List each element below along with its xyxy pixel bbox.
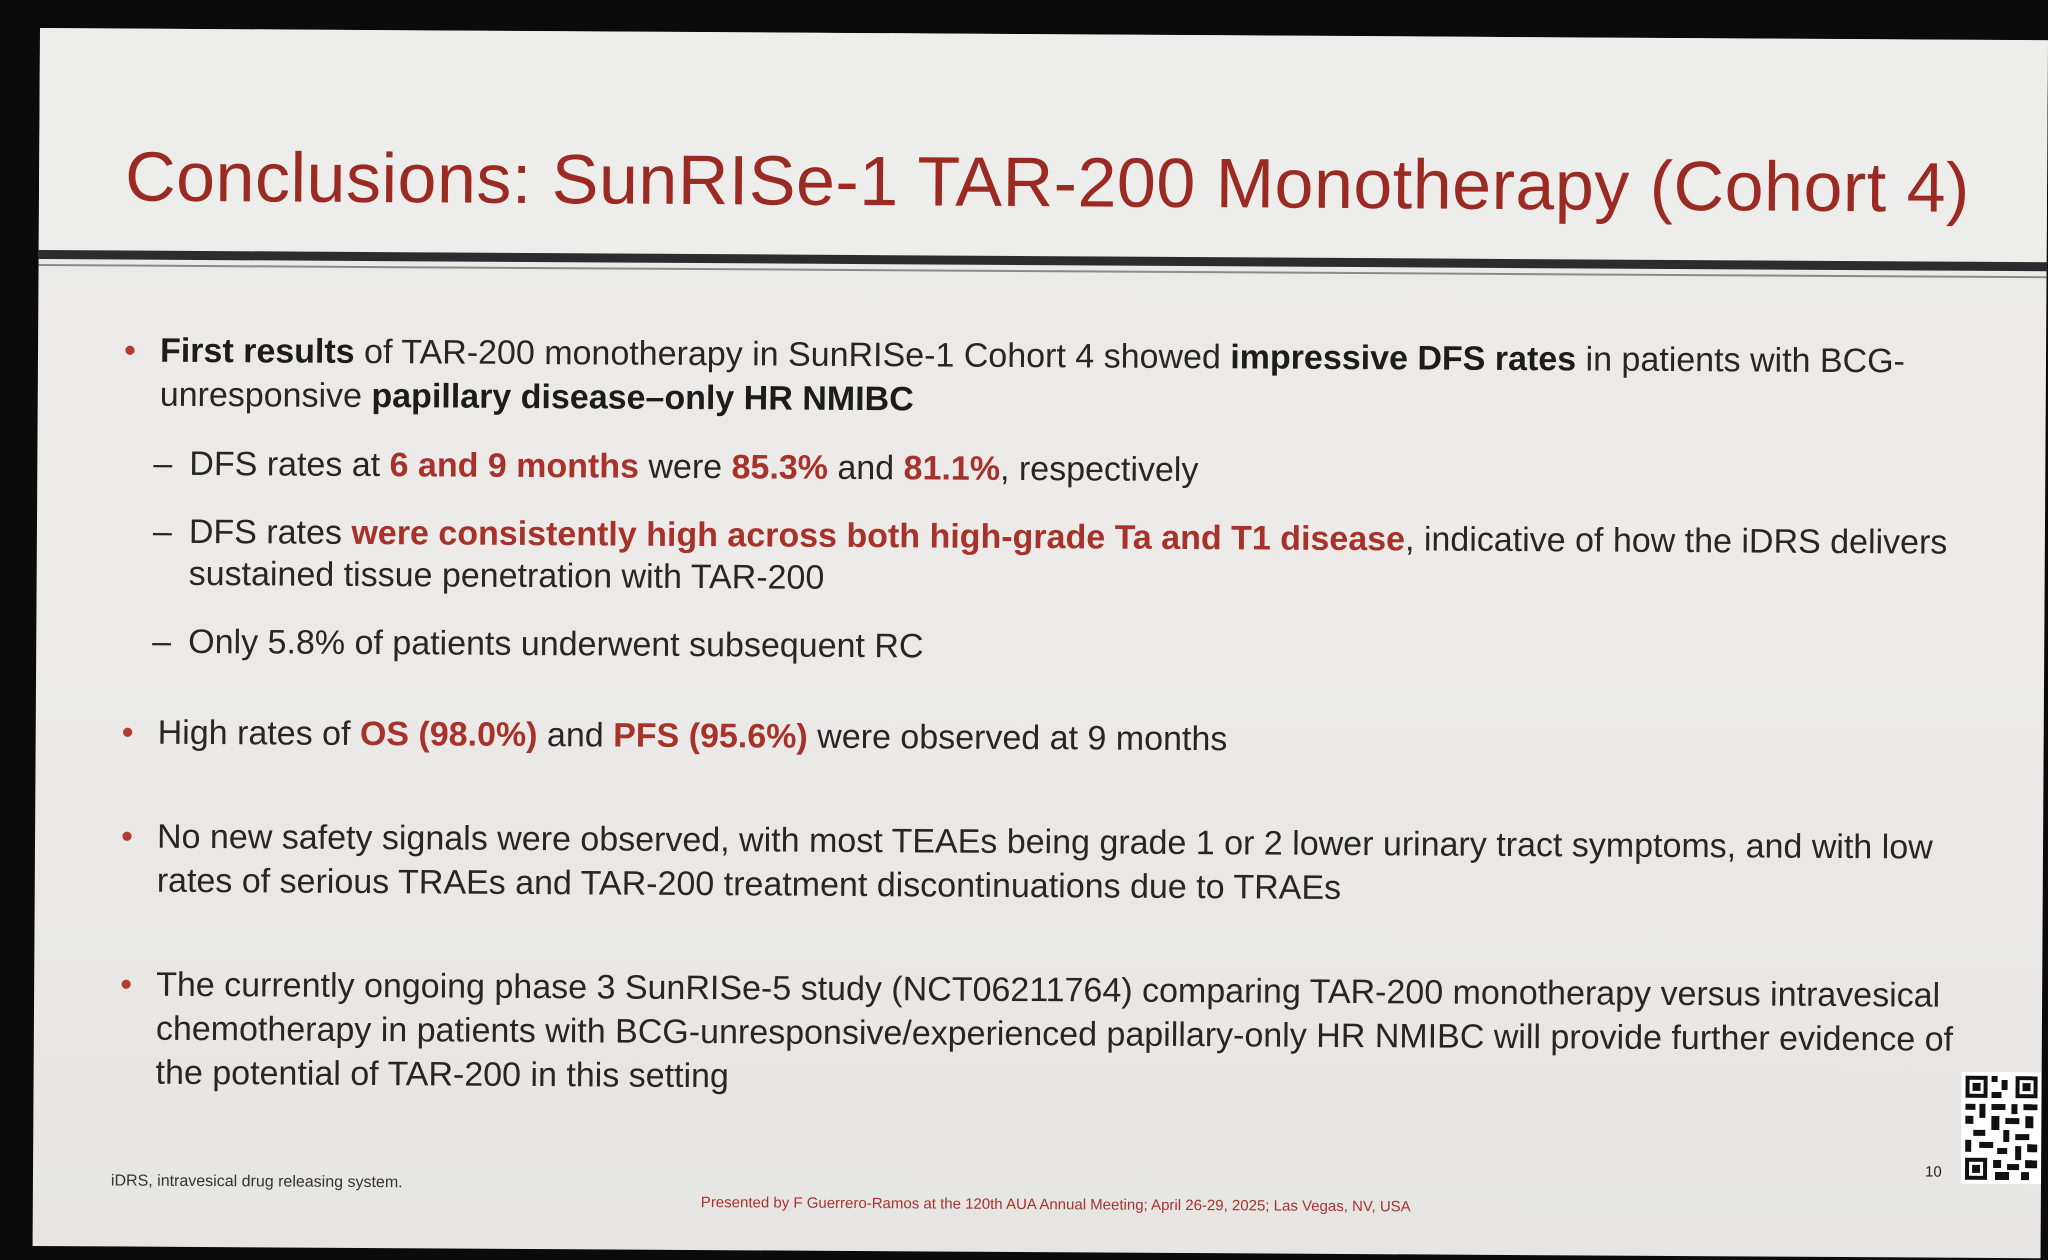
- bullet-text: High rates of: [157, 713, 361, 753]
- bullet-icon: •: [123, 331, 137, 370]
- footnote: iDRS, intravesical drug releasing system.: [110, 1172, 403, 1192]
- page-number: 10: [1924, 1163, 1942, 1181]
- subbullet-rc: [122, 621, 1992, 674]
- bullet-text: DFS rates: [188, 512, 352, 552]
- bullet-text: Only 5.8% of patients underwent subsequent RC: [188, 622, 924, 666]
- presented-by: Presented by F Guerrero-Ramos at the 120th AUA Annual Meeting; April 26-29, 2025; Las Vegas, NV, USA: [700, 1194, 1411, 1216]
- bullet-text: of TAR-200 monotherapy in SunRISe-1 Cohort 4 showed: [354, 332, 1231, 377]
- bullet-text-highlight: 81.1%: [903, 449, 1001, 488]
- bullet-text: , indicative of how the iDRS delivers sustained tissue penetration with TAR-200: [188, 520, 1948, 597]
- dash-icon: –: [153, 444, 173, 483]
- title-band: [39, 28, 2048, 262]
- bullet-text: The currently ongoing phase 3 SunRISe-5 study (NCT06211764) comparing TAR-200 monotherapy versus intravesical chemotherapy in patients with BCG-unresponsive/experienced papillary-only HR NMIBC will provide further evidence of the potential of TAR-200 in this setting: [155, 965, 1954, 1096]
- bullet-text-bold: impressive DFS rates: [1230, 338, 1577, 379]
- bullet-text: in patients with BCG-unresponsive: [159, 340, 1906, 416]
- bullet-text-highlight: were consistently high across both high-grade Ta and T1 disease: [351, 513, 1406, 559]
- bullet-text-highlight: OS (98.0%): [359, 714, 538, 755]
- bullet-text: No new safety signals were observed, with most TEAEs being grade 1 or 2 lower urinary tract symptoms, and with low rates of serious TRAEs and TAR-200 treatment discontinuations due to TRAEs: [156, 817, 1933, 907]
- bullet-text-bold: papillary disease–only HR NMIBC: [371, 377, 914, 419]
- bullet-icon: •: [121, 713, 134, 752]
- slide-content: [119, 329, 1994, 1106]
- bullet-safety: [121, 815, 1992, 914]
- bullet-icon: •: [120, 817, 134, 856]
- subbullet-dfs-rates: [123, 443, 1993, 496]
- slide: [33, 28, 2048, 1258]
- bullet-text-highlight: 85.3%: [731, 448, 829, 487]
- subbullet-dfs-consistency: [123, 511, 1993, 606]
- bullet-sunrise-5: [119, 963, 1990, 1106]
- bullet-text-highlight: 6 and 9 months: [389, 446, 640, 486]
- bullet-first-results: [124, 329, 1995, 428]
- bullet-text-highlight: PFS (95.6%): [613, 716, 808, 756]
- dash-icon: –: [152, 622, 172, 661]
- bullet-text-bold: First results: [159, 331, 355, 371]
- slide-title: Conclusions: SunRISe-1 TAR-200 Monotherapy (Cohort 4): [124, 137, 1971, 227]
- bullet-text: were: [638, 447, 732, 487]
- dash-icon: –: [152, 512, 172, 551]
- bullet-text: and: [537, 716, 614, 755]
- bullet-os-pfs: [122, 711, 1992, 766]
- bullet-text: were observed at 9 months: [807, 717, 1228, 759]
- bullet-text: , respectively: [999, 449, 1199, 490]
- bullet-text: and: [827, 448, 904, 488]
- bullet-text: DFS rates at: [189, 444, 390, 485]
- bullet-icon: •: [120, 965, 133, 1004]
- qr-code-icon[interactable]: [1961, 1072, 2042, 1184]
